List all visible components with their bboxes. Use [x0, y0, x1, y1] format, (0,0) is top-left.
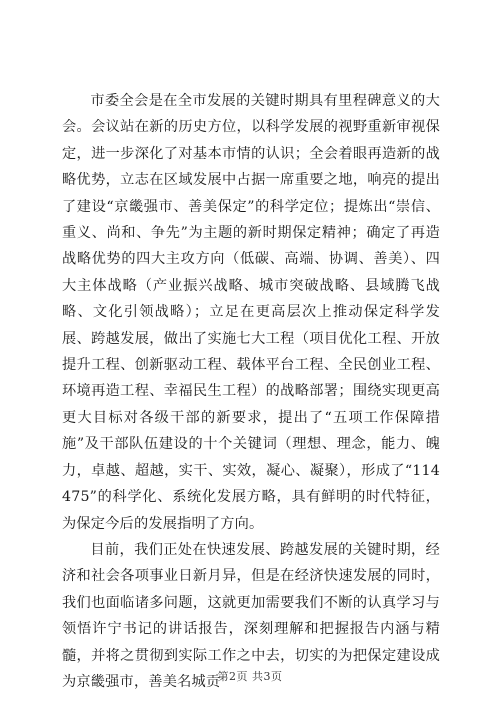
paragraph-1: 市委全会是在全市发展的关键时期具有里程碑意义的大会。会议站在新的历史方位，以科学发展的视野重新审视保定，进一步深化了对基本市情的认识；全会着眼再造新的战略优势，立志在区域发展中占据一席重要之地，响亮的提出了建设“京畿强市、善美保定”的科学定位；提炼出“崇信、重义、尚和、争先”为主题的新时期保定精神；确定了再造战略优势的四大主攻方向（低碳、高端、协调、善美）、四大主体战略（产业振兴战略、城市突破战略、县域腾飞战略、文化引领战略）；立足在更高层次上推动保定科学发展、跨越发展，做出了实施七大工程（项目优化工程、开放提升工程、创新驱动工程、载体平台工程、全民创业工程、环境再造工程、幸福民生工程）的战略部署；围绕实现更高更大目标对各级干部的新要求，提出了“五项工作保障措施”及干部队伍建设的十个关键词（理想、理念，能力、魄力，卓越、超越，实干、实效，凝心、凝聚），形成了“114475”的科学化、系统化发展方略，具有鲜明的时代特征，为保定今后的发展指明了方向。: [62, 93, 440, 532]
page-footer: 第2页 共3页: [217, 670, 283, 683]
document-body: [62, 88, 440, 695]
paragraph-2: 目前，我们正处在快速发展、跨越发展的关键时期，经济和社会各项事业日新月异，但是在经济快速发展的同时，我们也面临诸多问题，这就更加需要我们不断的认真学习与领悟许宁书记的讲话报告，深刻理解和把握报告内涵与精髓，并将之贯彻到实际工作之中去，切实的为把保定建设成为京畿强市，善美名城贡: [62, 541, 440, 690]
